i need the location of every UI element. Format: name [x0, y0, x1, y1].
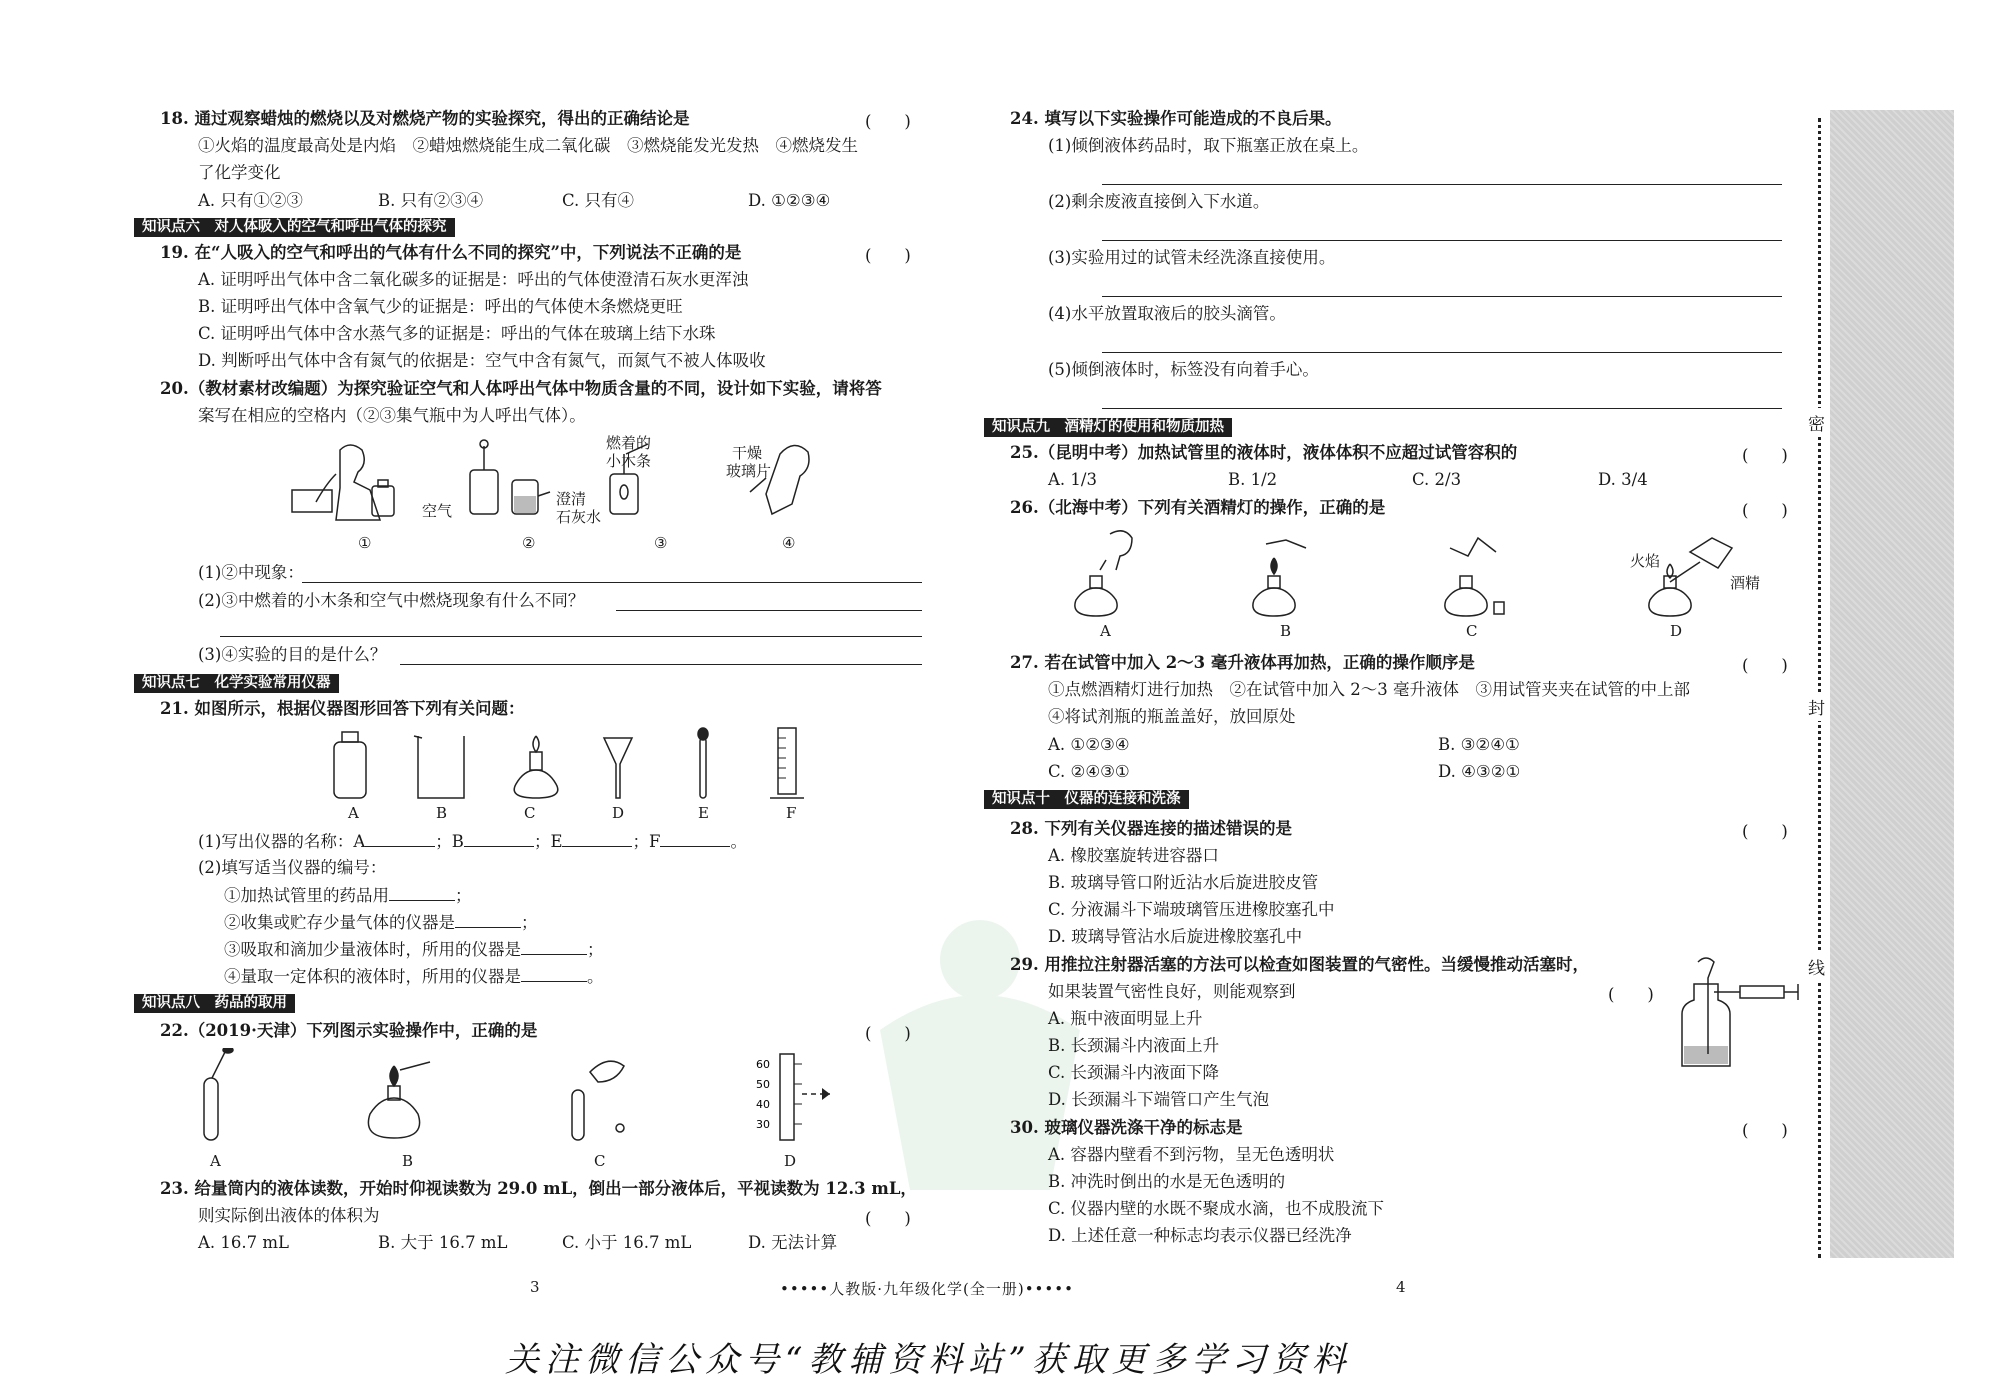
q21-item2-blank[interactable] [455, 911, 521, 928]
q21-blank-f[interactable] [660, 830, 730, 847]
q26-alcohol-lamp-figure [1070, 524, 1770, 624]
q20-sub2-answer-line2[interactable] [220, 636, 922, 637]
q27-stem: 27. 若在试管中加入 2～3 毫升液体再加热，正确的操作顺序是 [1010, 653, 1475, 672]
q29-answer-paren[interactable]: ( ) [1608, 985, 1654, 1004]
q24-item5-answer-line[interactable] [1102, 408, 1782, 409]
q25-answer-paren[interactable]: ( ) [1742, 446, 1788, 465]
q22-stem: 22.（2019·天津）下列图示实验操作中，正确的是 [160, 1021, 538, 1040]
q18-choice-b: B. 只有②③④ [378, 191, 484, 210]
q20-label-clear: 澄清 [556, 490, 587, 508]
q21-item4: ④量取一定体积的液体时，所用的仪器是 。 [224, 967, 604, 986]
page-number-left: 3 [530, 1278, 540, 1296]
q20-sub3: (3)④实验的目的是什么？ [198, 645, 387, 664]
q19-choice-d: D. 判断呼出气体中含有氮气的依据是：空气中含有氮气，而氮气不被人体吸收 [198, 351, 766, 370]
q19-choice-b: B. 证明呼出气体中含氧气少的证据是：呼出的气体使木条燃烧更旺 [198, 297, 683, 316]
q21-fig-d: D [612, 804, 625, 822]
q22-scale-40: 40 [756, 1098, 770, 1111]
q22-answer-paren[interactable]: ( ) [865, 1024, 911, 1043]
q22-operations-figure [190, 1048, 830, 1148]
q27-options-line1: ①点燃酒精灯进行加热 ②在试管中加入 2～3 毫升液体 ③用试管夹夹在试管的中上部 [1048, 680, 1690, 699]
q20-label-glass: 玻璃片 [726, 462, 772, 480]
q30-stem: 30. 玻璃仪器洗涤干净的标志是 [1010, 1118, 1243, 1137]
q22-fig-b: B [402, 1152, 414, 1170]
q21-instruments-figure [330, 724, 810, 804]
q20-label-air: 空气 [422, 502, 453, 520]
q26-fig-a: A [1100, 622, 1111, 640]
q30-choice-a: A. 容器内壁看不到污物，呈无色透明状 [1048, 1145, 1335, 1164]
q24-item1: (1)倾倒液体药品时，取下瓶塞正放在桌上。 [1048, 136, 1369, 155]
q29-choice-c: C. 长颈漏斗内液面下降 [1048, 1063, 1220, 1082]
q23-answer-paren[interactable]: ( ) [865, 1209, 911, 1228]
q20-sub2: (2)③中燃着的小木条和空气中燃烧现象有什么不同？ [198, 591, 585, 610]
q28-choice-d: D. 玻璃导管沾水后旋进橡胶塞孔中 [1048, 927, 1303, 946]
q21-item1-blank[interactable] [389, 884, 455, 901]
q29-choice-d: D. 长颈漏斗下端管口产生气泡 [1048, 1090, 1270, 1109]
q30-choice-d: D. 上述任意一种标志均表示仪器已经洗净 [1048, 1226, 1352, 1245]
q20-sub3-answer-line[interactable] [400, 664, 922, 665]
section-header-7: 知识点七 化学实验常用仪器 [134, 674, 339, 693]
q28-stem: 28. 下列有关仪器连接的描述错误的是 [1010, 819, 1292, 838]
q23-choice-c: C. 小于 16.7 mL [562, 1233, 692, 1252]
q21-fig-f: F [786, 804, 797, 822]
q29-apparatus-figure [1674, 954, 1800, 1074]
q29-stem-line2: 如果装置气密性良好，则能观察到 [1048, 982, 1296, 1001]
q20-fig-num-2: ② [522, 534, 536, 552]
q24-item5: (5)倾倒液体时，标签没有向着手心。 [1048, 360, 1319, 379]
q29-choice-b: B. 长颈漏斗内液面上升 [1048, 1036, 1220, 1055]
q21-item4-blank[interactable] [521, 965, 587, 982]
q24-item4-answer-line[interactable] [1102, 352, 1782, 353]
q21-sub2: (2)填写适当仪器的编号： [198, 858, 387, 877]
q26-label-flame: 火焰 [1630, 552, 1661, 570]
q24-item3: (3)实验用过的试管未经洗涤直接使用。 [1048, 248, 1336, 267]
q23-stem-line1: 23. 给量筒内的液体读数，开始时仰视读数为 29.0 mL，倒出一部分液体后，平视读数为 12.3 mL， [160, 1179, 917, 1198]
section-header-6: 知识点六 对人体吸入的空气和呼出气体的探究 [134, 218, 455, 237]
q22-fig-c: C [594, 1152, 606, 1170]
q26-fig-b: B [1280, 622, 1292, 640]
q21-stem: 21. 如图所示，根据仪器图形回答下列有关问题： [160, 699, 525, 718]
q19-answer-paren[interactable]: ( ) [865, 246, 911, 265]
q26-answer-paren[interactable]: ( ) [1742, 501, 1788, 520]
q30-answer-paren[interactable]: ( ) [1742, 1121, 1788, 1140]
q20-sub2-answer-line[interactable] [616, 610, 922, 611]
q20-stem-line1: 20.（教材素材改编题）为探究验证空气和人体呼出气体中物质含量的不同，设计如下实验，请将答 [160, 379, 882, 398]
q21-item3-blank[interactable] [521, 938, 587, 955]
q23-stem-line2: 则实际倒出液体的体积为 [198, 1206, 380, 1225]
q27-choice-d: D. ④③②① [1438, 762, 1521, 781]
q28-choice-b: B. 玻璃导管口附近沾水后旋进胶皮管 [1048, 873, 1319, 892]
side-char-xian: 线 [1808, 952, 1825, 981]
q22-scale-50: 50 [756, 1078, 770, 1091]
q21-blank-b[interactable] [464, 830, 534, 847]
q25-choice-c: C. 2/3 [1412, 470, 1462, 489]
q25-choice-d: D. 3/4 [1598, 470, 1648, 489]
q20-fig-num-1: ① [358, 534, 372, 552]
q23-choice-a: A. 16.7 mL [198, 1233, 289, 1252]
q21-item1: ①加热试管里的药品用 ； [224, 886, 472, 905]
q18-choice-a: A. 只有①②③ [198, 191, 303, 210]
q26-label-alcohol: 酒精 [1730, 574, 1761, 592]
q19-stem: 19. 在“人吸入的空气和呼出的气体有什么不同的探究”中，下列说法不正确的是 [160, 243, 742, 262]
q21-fig-c: C [524, 804, 536, 822]
q18-choice-c: C. 只有④ [562, 191, 635, 210]
q22-fig-a: A [210, 1152, 221, 1170]
q30-choice-c: C. 仪器内壁的水既不聚成水滴，也不成股流下 [1048, 1199, 1385, 1218]
q28-choice-c: C. 分液漏斗下端玻璃管压进橡胶塞孔中 [1048, 900, 1335, 919]
q20-label-limewater: 石灰水 [556, 508, 602, 526]
q30-choice-b: B. 冲洗时倒出的水是无色透明的 [1048, 1172, 1286, 1191]
q25-choice-a: A. 1/3 [1048, 470, 1097, 489]
q20-sub1-answer-line[interactable] [302, 582, 922, 583]
section-header-9: 知识点九 酒精灯的使用和物质加热 [984, 418, 1232, 437]
q29-stem-line1: 29. 用推拉注射器活塞的方法可以检查如图装置的气密性。当缓慢推动活塞时， [1010, 955, 1589, 974]
q20-fig-num-3: ③ [654, 534, 668, 552]
q20-fig-num-4: ④ [782, 534, 796, 552]
q21-fig-a: A [348, 804, 359, 822]
q21-blank-e[interactable] [562, 830, 632, 847]
q25-stem: 25.（昆明中考）加热试管里的液体时，液体体积不应超过试管容积的 [1010, 443, 1518, 462]
q20-sub1: (1)②中现象： [198, 563, 304, 582]
q29-choice-a: A. 瓶中液面明显上升 [1048, 1009, 1203, 1028]
q26-fig-c: C [1466, 622, 1478, 640]
binding-margin-strip [1830, 110, 1954, 1258]
side-char-feng: 封 [1808, 692, 1825, 721]
q21-fig-b: B [436, 804, 448, 822]
q21-sub1: (1)写出仪器的名称：A ；B ；E ；F 。 [198, 832, 747, 851]
q20-stem-line2: 案写在相应的空格内（②③集气瓶中为人呼出气体）。 [198, 406, 586, 425]
q27-choice-c: C. ②④③① [1048, 762, 1130, 781]
side-char-mi: 密 [1808, 408, 1825, 437]
q24-item3-answer-line[interactable] [1102, 296, 1782, 297]
footer-book-title: •••••人教版·九年级化学(全一册)••••• [780, 1280, 1074, 1298]
q24-item2: (2)剩余废液直接倒入下水道。 [1048, 192, 1270, 211]
q22-scale-60: 60 [756, 1058, 770, 1071]
bottom-banner-text: 关注微信公众号“教辅资料站”获取更多学习资料 [505, 1340, 1352, 1380]
q18-options-line1: ①火焰的温度最高处是内焰 ②蜡烛燃烧能生成二氧化碳 ③燃烧能发光发热 ④燃烧发生 [198, 136, 858, 155]
q18-stem: 18. 通过观察蜡烛的燃烧以及对燃烧产物的实验探究，得出的正确结论是 [160, 109, 690, 128]
q22-fig-d: D [784, 1152, 797, 1170]
q24-stem: 24. 填写以下实验操作可能造成的不良后果。 [1010, 109, 1342, 128]
q20-label-burning: 燃着的 [606, 434, 652, 452]
q26-stem: 26.（北海中考）下列有关酒精灯的操作，正确的是 [1010, 498, 1386, 517]
q20-label-dry: 干燥 [732, 444, 763, 462]
q28-choice-a: A. 橡胶塞旋转进容器口 [1048, 846, 1219, 865]
q21-item3: ③吸取和滴加少量液体时，所用的仪器是 ； [224, 940, 604, 959]
q19-choice-a: A. 证明呼出气体中含二氧化碳多的证据是：呼出的气体使澄清石灰水更浑浊 [198, 270, 749, 289]
q19-choice-c: C. 证明呼出气体中含水蒸气多的证据是：呼出的气体在玻璃上结下水珠 [198, 324, 716, 343]
q26-fig-d: D [1670, 622, 1683, 640]
q18-answer-paren[interactable]: ( ) [865, 112, 911, 131]
q23-choice-d: D. 无法计算 [748, 1233, 838, 1252]
q27-options-line2: ④将试剂瓶的瓶盖盖好，放回原处 [1048, 707, 1296, 726]
q24-item4: (4)水平放置取液后的胶头滴管。 [1048, 304, 1286, 323]
section-header-10: 知识点十 仪器的连接和洗涤 [984, 790, 1189, 809]
section-header-8: 知识点八 药品的取用 [134, 994, 295, 1013]
q21-item2: ②收集或贮存少量气体的仪器是 ； [224, 913, 538, 932]
page-number-right: 4 [1396, 1278, 1406, 1296]
q28-answer-paren[interactable]: ( ) [1742, 822, 1788, 841]
q25-choice-b: B. 1/2 [1228, 470, 1278, 489]
q18-choice-d: D. ①②③④ [748, 191, 831, 210]
q27-choice-b: B. ③②④① [1438, 735, 1520, 754]
q21-fig-e: E [698, 804, 709, 822]
q27-answer-paren[interactable]: ( ) [1742, 656, 1788, 675]
q24-item1-answer-line[interactable] [1102, 184, 1782, 185]
binding-dotted-line [1818, 118, 1821, 1258]
q18-options-line2: 了化学变化 [198, 163, 281, 182]
q22-scale-30: 30 [756, 1118, 770, 1131]
q21-blank-a[interactable] [365, 830, 435, 847]
q27-choice-a: A. ①②③④ [1048, 735, 1130, 754]
q20-label-stick: 小木条 [606, 452, 652, 470]
q23-choice-b: B. 大于 16.7 mL [378, 1233, 508, 1252]
q24-item2-answer-line[interactable] [1102, 240, 1782, 241]
